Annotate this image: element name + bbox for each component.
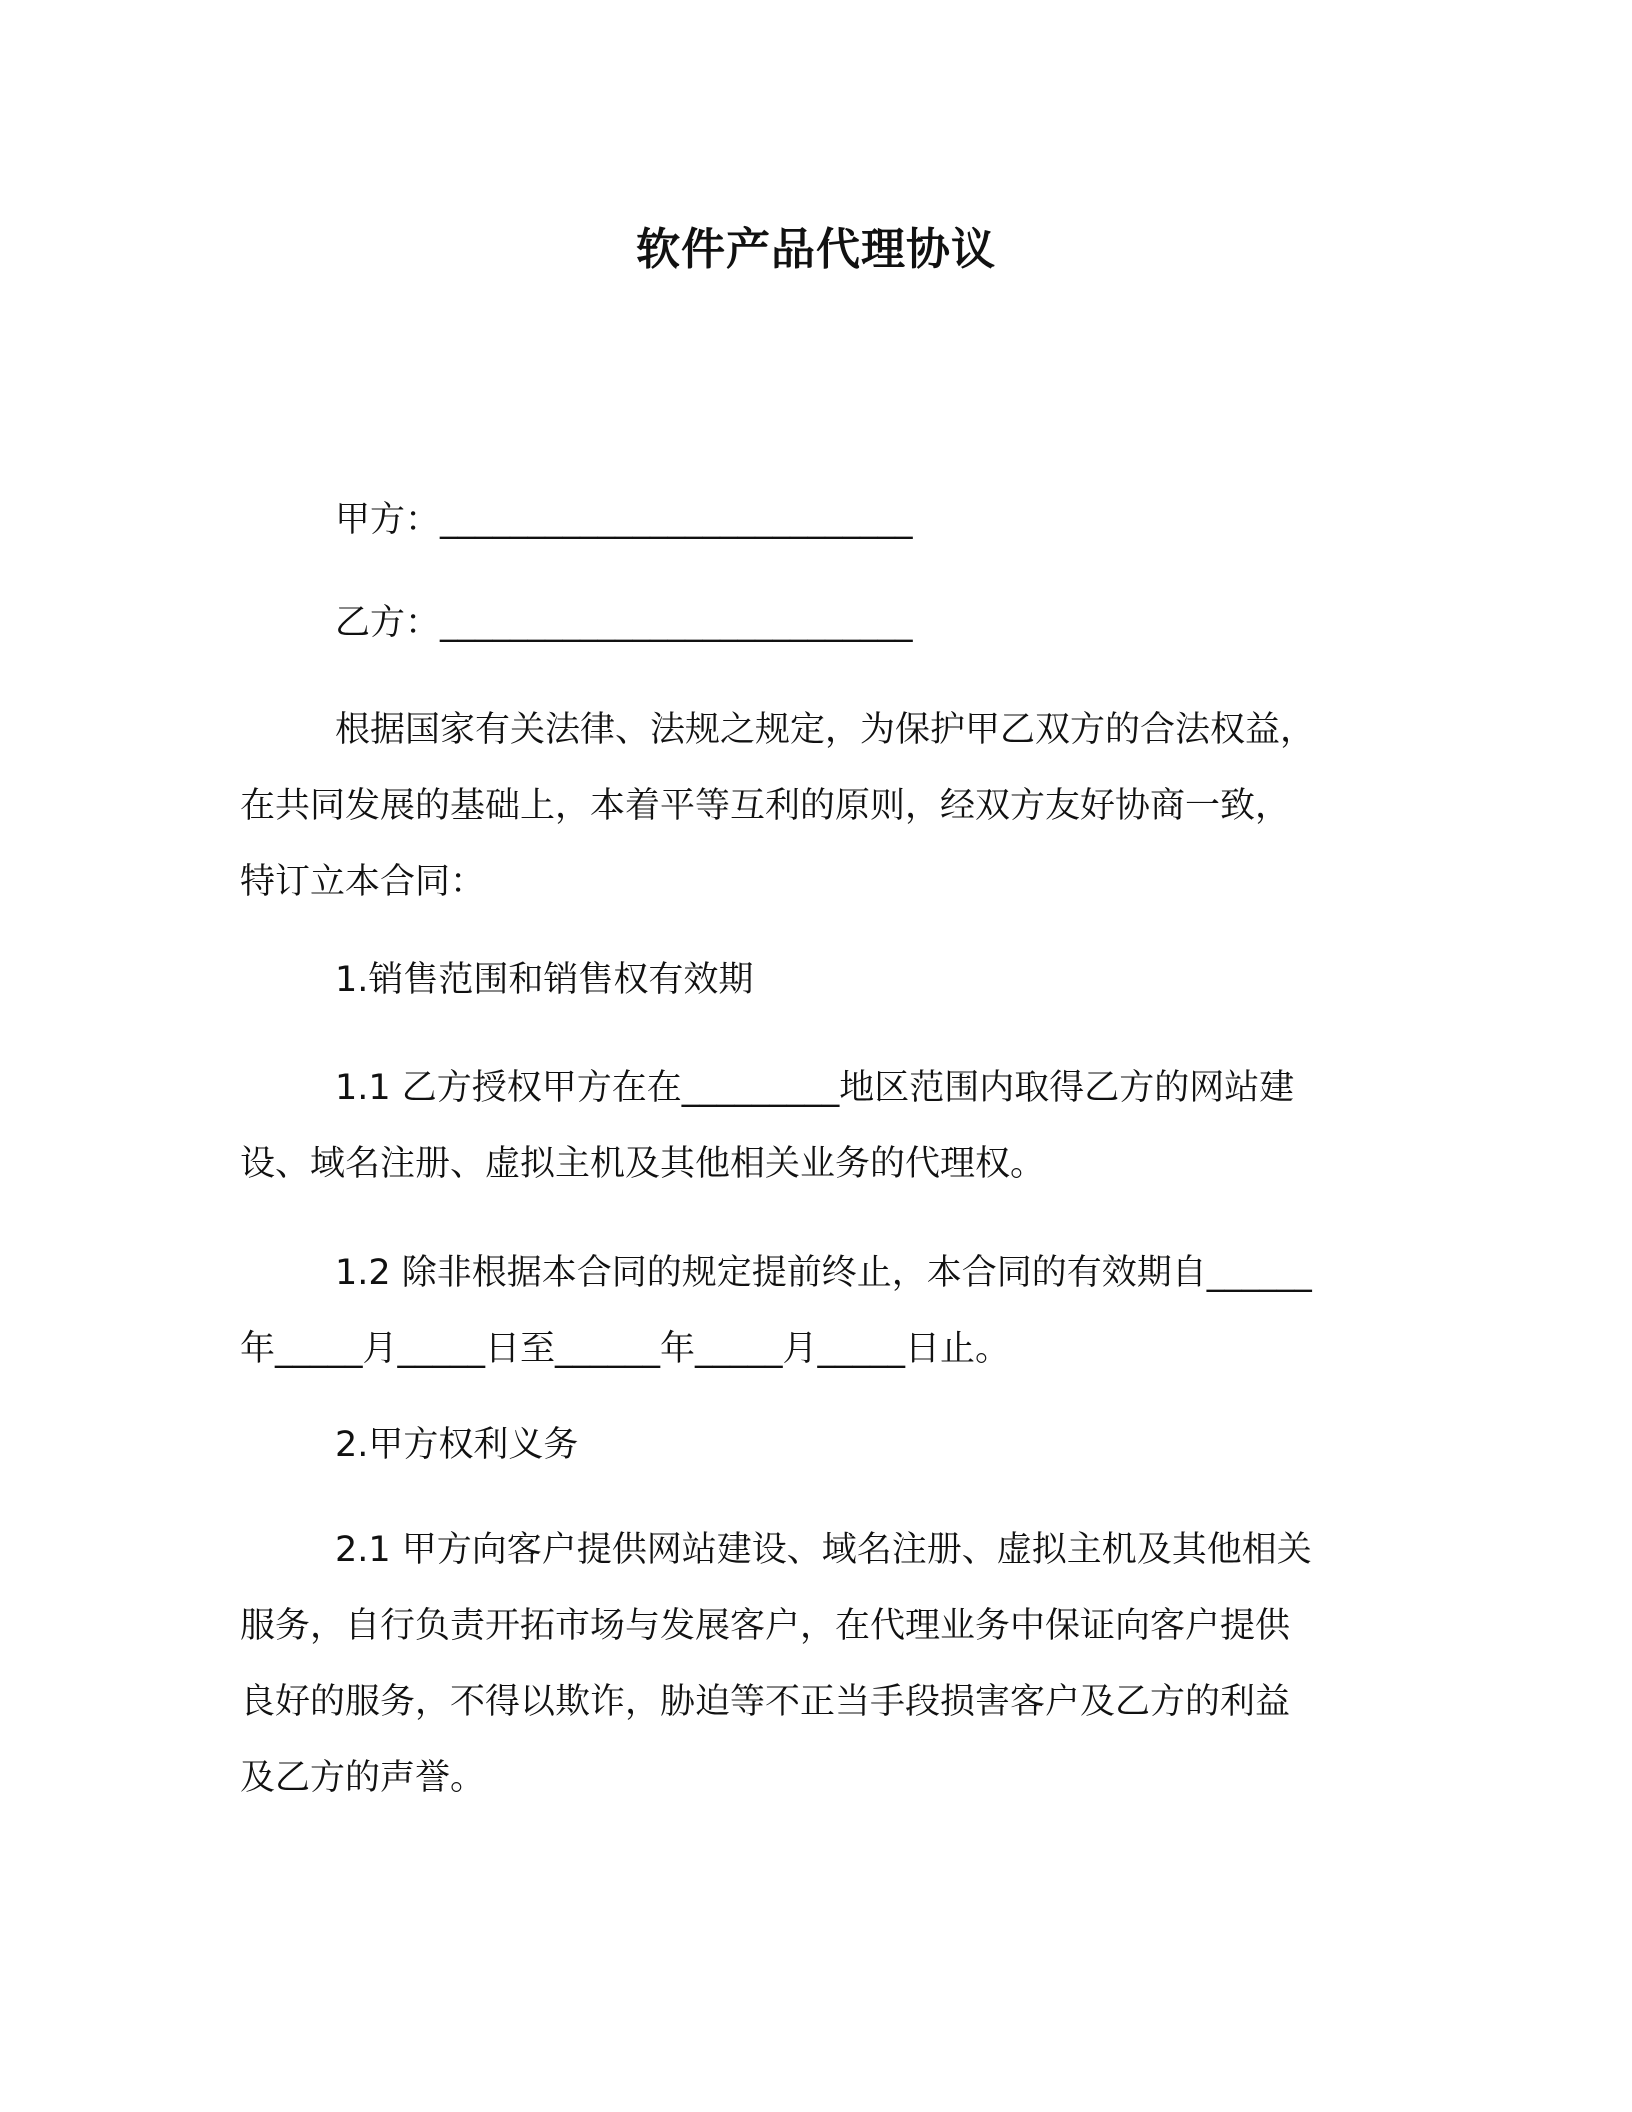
preamble-line-1: 根据国家有关法律、法规之规定，为保护甲乙双方的合法权益， [335, 710, 1316, 750]
clause-2-1-line-1: 2.1 甲方向客户提供网站建设、域名注册、虚拟主机及其他相关 [335, 1530, 1312, 1570]
clause-1-2 [240, 1235, 1400, 1387]
clause-1-2-line-1: 1.2 除非根据本合同的规定提前终止，本合同的有效期自______ [335, 1253, 1312, 1293]
clause-2-1-line-2: 服务，自行负责开拓市场与发展客户，在代理业务中保证向客户提供 [240, 1606, 1291, 1646]
section-1-heading: 1.销售范围和销售权有效期 [335, 960, 754, 1000]
document-title: 软件产品代理协议 [636, 224, 996, 275]
clause-2-1-line-4: 及乙方的声誉。 [240, 1758, 486, 1798]
clause-2-1 [240, 1512, 1400, 1816]
section-2-heading: 2.甲方权利义务 [335, 1425, 579, 1465]
clause-1-2-line-2: 年_____月_____日至______年_____月_____日止。 [240, 1329, 1011, 1369]
party-b-line: 乙方：___________________________ [335, 603, 913, 643]
preamble-line-2: 在共同发展的基础上，本着平等互利的原则，经双方友好协商一致， [240, 786, 1291, 826]
clause-1-1-line-2: 设、域名注册、虚拟主机及其他相关业务的代理权。 [240, 1144, 1046, 1184]
clause-1-1 [240, 1050, 1400, 1202]
party-a-line: 甲方：___________________________ [335, 500, 913, 540]
clause-1-1-line-1: 1.1 乙方授权甲方在在_________地区范围内取得乙方的网站建 [335, 1068, 1295, 1108]
clause-2-1-line-3: 良好的服务，不得以欺诈，胁迫等不正当手段损害客户及乙方的利益 [240, 1682, 1291, 1722]
preamble-line-3: 特订立本合同： [240, 862, 486, 902]
preamble-paragraph [240, 692, 1400, 920]
